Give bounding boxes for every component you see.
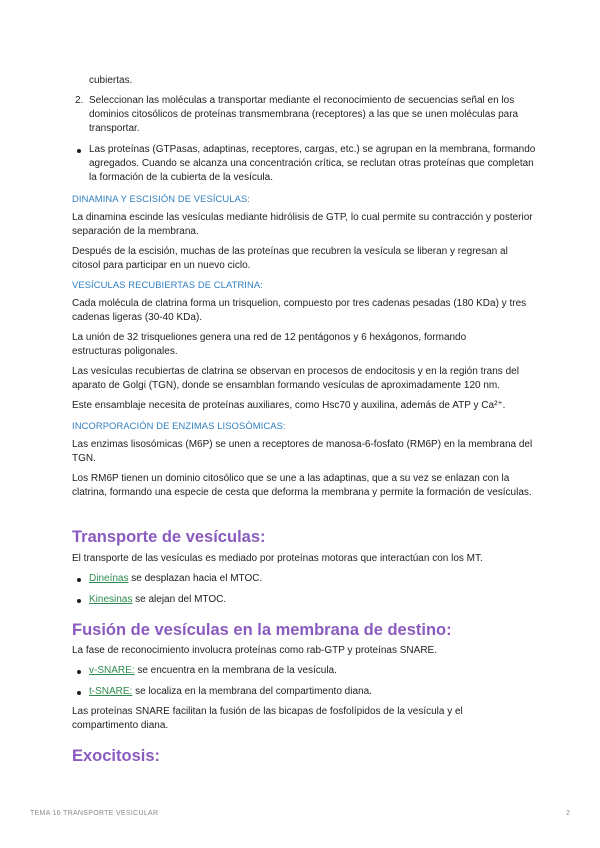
bullet-kinesinas: [89, 593, 226, 607]
paragraph: El transporte de las vesículas es mediado por proteínas motoras que interactúan con los MT.: [72, 553, 483, 564]
paragraph: Las proteínas SNARE facilitan la fusión de las bicapas de fosfolípidos de la vesícula y el compartimento diana.: [72, 706, 463, 731]
bullet-dot: [77, 149, 81, 153]
paragraph: Las enzimas lisosómicas (M6P) se unen a receptores de manosa-6-fosfato (RM6P) en la membrana del TGN.: [72, 439, 533, 464]
paragraph: Las vesículas recubiertas de clatrina se observan en procesos de endocitosis y en la región trans del aparato de Golgi (TGN), donde se ensamblan formando vesículas de aproximadamente 120 nm.: [72, 366, 519, 391]
paragraph: La fase de reconocimiento involucra proteínas como rab-GTP y proteínas SNARE.: [72, 645, 437, 656]
bullet-text: se alejan del MTOC.: [132, 594, 227, 605]
bullet-dot: [77, 670, 81, 674]
link-v-snare[interactable]: v-SNARE:: [89, 665, 135, 676]
bullet-t-snare: [89, 685, 372, 699]
link-dineinas[interactable]: Dineínas: [89, 573, 129, 584]
section-title-fusion: Fusión de vesículas en la membrana de destino:: [72, 621, 452, 639]
bullet-text: se desplazan hacia el MTOC.: [128, 573, 263, 584]
subheading-enzimas: INCORPORACIÓN DE ENZIMAS LISOSÓMICAS:: [72, 420, 286, 431]
bullet-text: se localiza en la membrana del compartimento diana.: [132, 686, 372, 697]
subheading-clatrina: VESÍCULAS RECUBIERTAS DE CLATRINA:: [72, 279, 263, 290]
link-kinesinas[interactable]: Kinesinas: [89, 594, 133, 605]
bullet-dot: [77, 599, 81, 603]
bullet-text: se encuentra en la membrana de la vesícula.: [134, 665, 337, 676]
paragraph: Cada molécula de clatrina forma un trisquelion, compuesto por tres cadenas pesadas (180 KDa) y tres cadenas ligeras (30-40 KDa).: [72, 298, 527, 323]
paragraph: Los RM6P tienen un dominio citosólico que se une a las adaptinas, que a su vez se enlazan con la clatrina, formando una especie de cesta que deforma la membrana y permite la formación de vesículas.: [72, 473, 532, 498]
bullet-v-snare: [89, 664, 337, 678]
list-continuation: cubiertas.: [89, 75, 133, 86]
paragraph: La unión de 32 trisqueliones genera una red de 12 pentágonos y 6 hexágonos, formando estructuras poligonales.: [72, 332, 467, 357]
footer-title: TEMA 16 TRANSPORTE VESICULAR: [30, 810, 159, 817]
bullet-dot: [77, 691, 81, 695]
list-number: 2.: [75, 95, 84, 106]
bullet-dineinas: [89, 572, 262, 586]
paragraph: Este ensamblaje necesita de proteínas auxiliares, como Hsc70 y auxilina, además de ATP y Ca²⁺.: [72, 400, 506, 411]
paragraph: Después de la escisión, muchas de las proteínas que recubren la vesícula se liberan y regresan al citosol para participar en un nuevo ciclo.: [72, 246, 508, 271]
section-title-exocitosis: Exocitosis:: [72, 747, 161, 765]
list-bullet: Las proteínas (GTPasas, adaptinas, receptores, cargas, etc.) se agrupan en la membrana, formando agregados. Cuando se alcanza una concentración crítica, se reclutan otras proteínas que completan la formación de la cubierta de la vesícula.: [89, 144, 536, 183]
page-number: 2: [566, 810, 571, 817]
bullet-dot: [77, 578, 81, 582]
paragraph: La dinamina escinde las vesículas mediante hidrólisis de GTP, lo cual permite su contracción y posterior separación de la membrana.: [72, 212, 533, 237]
list-item-2: Seleccionan las moléculas a transportar mediante el reconocimiento de secuencias señal en los dominios citosólicos de proteínas transmembrana (receptores) a las que se unen moléculas para transportar.: [89, 95, 519, 134]
link-t-snare[interactable]: t-SNARE:: [89, 686, 133, 697]
subheading-dinamina: DINAMINA Y ESCISIÓN DE VESÍCULAS:: [72, 193, 251, 204]
section-title-transporte: Transporte de vesículas:: [72, 528, 266, 546]
